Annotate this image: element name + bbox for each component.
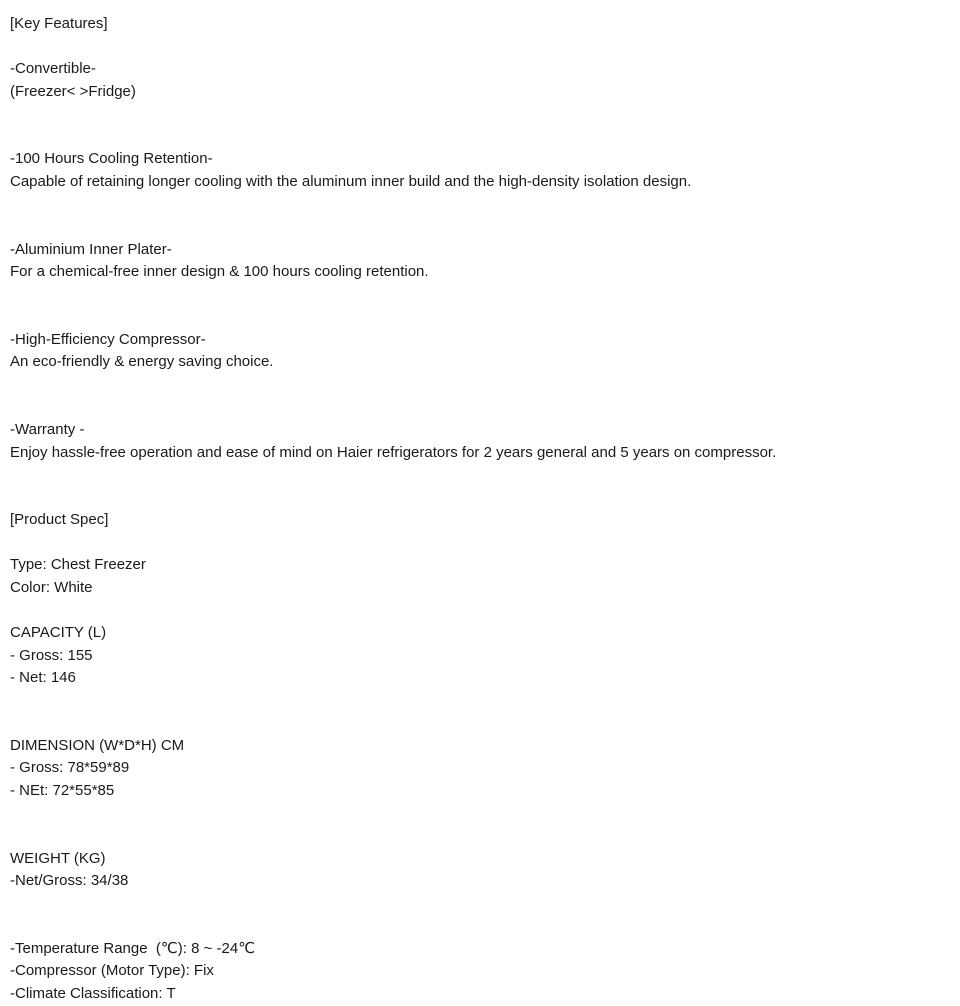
- feature-title-convertible: -Convertible-: [10, 60, 96, 78]
- spacer: [10, 690, 950, 735]
- product-description: [10, 13, 950, 1006]
- capacity-net: - Net: 146: [10, 669, 76, 687]
- key-features-heading: [Key Features]: [10, 15, 108, 32]
- spacer: [10, 103, 950, 148]
- dimension-heading: DIMENSION (W*D*H) CM: [10, 736, 185, 754]
- feature-desc-aluminium-inner: For a chemical-free inner design & 100 hours cooling retention.: [10, 263, 429, 281]
- spacer: [10, 803, 950, 848]
- spacer: [10, 194, 950, 239]
- feature-title-warranty: -Warranty -: [10, 420, 85, 438]
- spacer: [10, 284, 950, 329]
- capacity-gross: - Gross: 155: [10, 646, 93, 664]
- compressor-type: -Compressor (Motor Type): Fix: [10, 962, 214, 980]
- feature-title-compressor: -High-Efficiency Compressor-: [10, 330, 206, 348]
- spacer: [10, 893, 950, 938]
- feature-title-aluminium-inner: -Aluminium Inner Plater-: [10, 240, 172, 258]
- feature-title-cooling-retention: -100 Hours Cooling Retention-: [10, 150, 213, 168]
- dimension-net: - NEt: 72*55*85: [10, 782, 115, 800]
- spacer: [10, 464, 950, 509]
- feature-desc-cooling-retention: Capable of retaining longer cooling with the aluminum inner build and the high-density isolation design.: [10, 172, 692, 190]
- climate-classification: -Climate Classification: T: [10, 985, 176, 1003]
- spec-type: Type: Chest Freezer: [10, 556, 146, 574]
- temperature-range: -Temperature Range (℃): 8 ~ -24℃: [10, 939, 256, 957]
- weight-net-gross: -Net/Gross: 34/38: [10, 872, 129, 890]
- spacer: [10, 374, 950, 419]
- product-spec-heading: [Product Spec]: [10, 511, 109, 529]
- capacity-heading: CAPACITY (L): [10, 624, 107, 642]
- spec-color: Color: White: [10, 578, 93, 596]
- dimension-gross: - Gross: 78*59*89: [10, 759, 130, 777]
- spacer: [10, 600, 950, 623]
- weight-heading: WEIGHT (KG): [10, 849, 106, 867]
- spacer: [10, 532, 950, 555]
- feature-desc-warranty: Enjoy hassle-free operation and ease of mind on Haier refrigerators for 2 years general and 5 years on compressor.: [10, 443, 777, 461]
- spacer: [10, 36, 950, 59]
- feature-desc-compressor: An eco-friendly & energy saving choice.: [10, 353, 274, 371]
- feature-desc-convertible: (Freezer< >Fridge): [10, 82, 136, 100]
